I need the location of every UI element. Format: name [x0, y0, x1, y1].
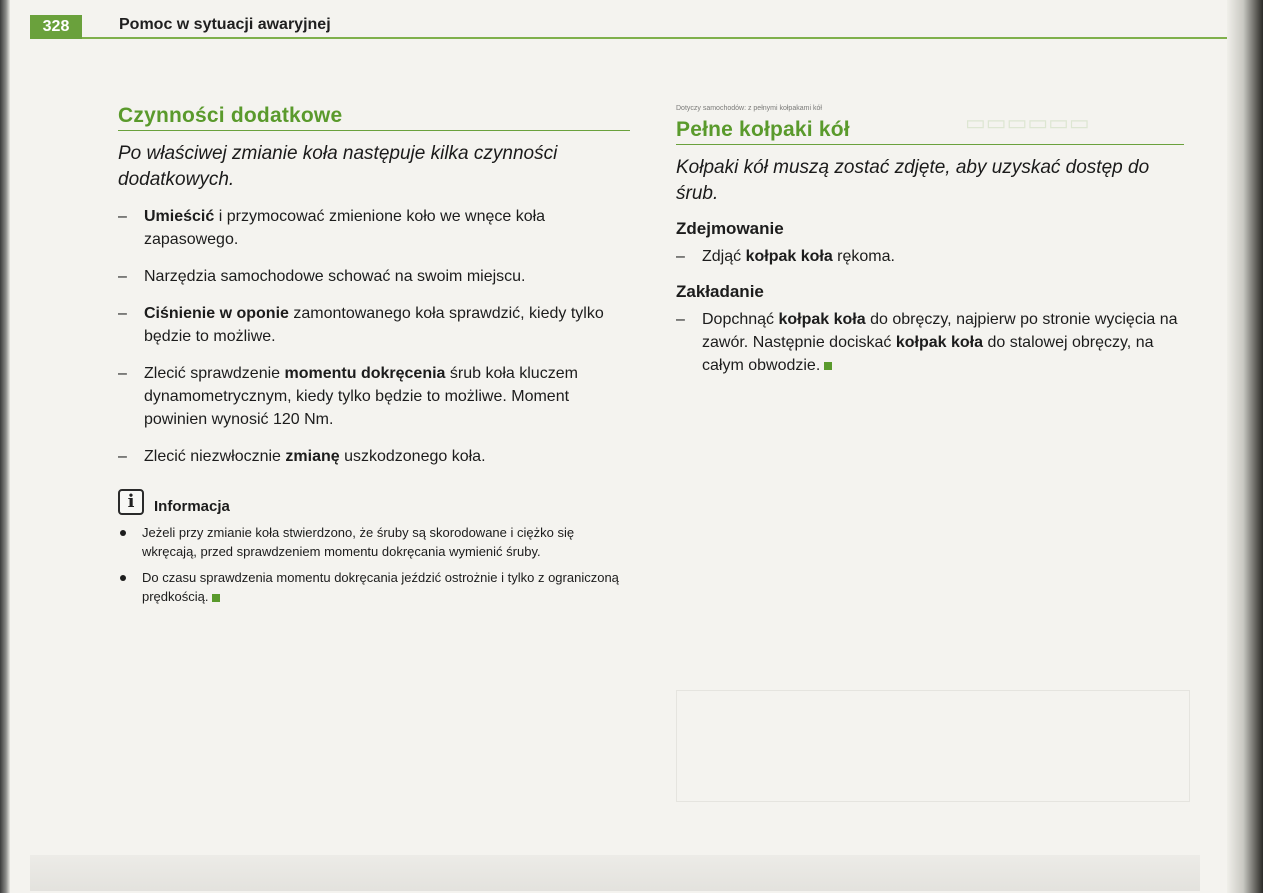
dash-marker: – [118, 268, 127, 285]
removal-steps [676, 245, 1184, 268]
step-text: rękoma. [832, 248, 895, 265]
subsection-title-installation: Zakładanie [676, 282, 764, 301]
left-column [118, 104, 630, 613]
section-title-hubcaps: Pełne kołpaki kół [676, 118, 1184, 145]
right-column [676, 104, 1184, 391]
page-edge-right [1227, 0, 1263, 893]
bleed-through-title: ▭▭▭▭▭▭ [965, 110, 1090, 135]
page-number: 328 [30, 15, 82, 39]
step-bold: Ciśnienie w oponie [144, 305, 289, 322]
list-item [676, 308, 1184, 377]
page-edge-left [0, 0, 10, 893]
step-text: Zlecić sprawdzenie [144, 365, 285, 382]
page-footer-band [30, 855, 1200, 891]
step-text: śrub koła kluczem dynamometrycznym, kiedy tylko będzie to możliwe. Moment powinien wynosić 120 Nm. [144, 365, 578, 428]
list-item [118, 265, 630, 288]
info-box [118, 488, 630, 606]
info-title: Informacja [154, 498, 230, 515]
dash-marker: – [118, 365, 127, 382]
list-item [118, 302, 630, 348]
subsection-title-removal: Zdejmowanie [676, 219, 784, 238]
lead-paragraph: Kołpaki kół muszą zostać zdjęte, aby uzyskać dostęp do śrub. [676, 157, 1150, 204]
step-text: do stalowej obręczy, na całym obwodzie. [702, 334, 1154, 374]
list-item [118, 205, 630, 251]
installation-steps [676, 308, 1184, 377]
info-bullets [118, 523, 630, 606]
steps-list [118, 205, 630, 468]
step-text: Zdjąć [702, 248, 746, 265]
list-item [118, 568, 630, 606]
page-header [0, 0, 1227, 40]
step-bold: kołpak koła [895, 334, 984, 351]
section-title-additional-steps: Czynności dodatkowe [118, 104, 630, 131]
lead-paragraph: Po właściwej zmianie koła następuje kilka czynności dodatkowych. [118, 143, 558, 190]
list-item [118, 362, 630, 431]
step-text: Narzędzia samochodowe schować na swoim miejscu. [144, 268, 526, 285]
end-of-section-icon [824, 362, 832, 370]
step-bold: kołpak koła [745, 248, 833, 265]
dash-marker: – [676, 248, 685, 265]
info-bullet-text: Do czasu sprawdzenia momentu dokręcania jeździć ostrożnie i tylko z ograniczoną prędkością. [142, 570, 619, 604]
step-text: Dopchnąć [702, 311, 779, 328]
info-bullet-text: Jeżeli przy zmianie koła stwierdzono, że śruby są skorodowane i ciężko się wkręcają, przed sprawdzeniem momentu dokręcania wymienić śruby. [142, 525, 575, 559]
step-text: uszkodzonego koła. [339, 448, 486, 465]
info-icon: i [118, 489, 144, 515]
dash-marker: – [676, 311, 685, 328]
list-item [118, 523, 630, 561]
list-item [118, 445, 630, 468]
step-bold: kołpak koła [778, 311, 866, 328]
dash-marker: – [118, 448, 127, 465]
step-text: Zlecić niezwłocznie [144, 448, 286, 465]
step-bold: Umieścić [144, 208, 215, 225]
end-of-section-icon [212, 594, 220, 602]
step-bold: momentu dokręcenia [284, 365, 446, 382]
dash-marker: – [118, 305, 127, 322]
dash-marker: – [118, 208, 127, 225]
header-rule [82, 37, 1227, 39]
info-header [118, 488, 630, 515]
step-text: do obręczy, najpierw po stronie wycięcia na zawór. Następnie dociskać [702, 311, 1178, 351]
bleed-through-box [676, 690, 1190, 802]
applicability-note: Dotyczy samochodów: z pełnymi kołpakami kół [676, 105, 822, 112]
step-bold: zmianę [285, 448, 340, 465]
chapter-title: Pomoc w sytuacji awaryjnej [119, 16, 331, 33]
step-text: i przymocować zmienione koło we wnęce koła zapasowego. [144, 208, 546, 248]
step-text: zamontowanego koła sprawdzić, kiedy tylko będzie to możliwe. [144, 305, 604, 345]
list-item [676, 245, 1184, 268]
